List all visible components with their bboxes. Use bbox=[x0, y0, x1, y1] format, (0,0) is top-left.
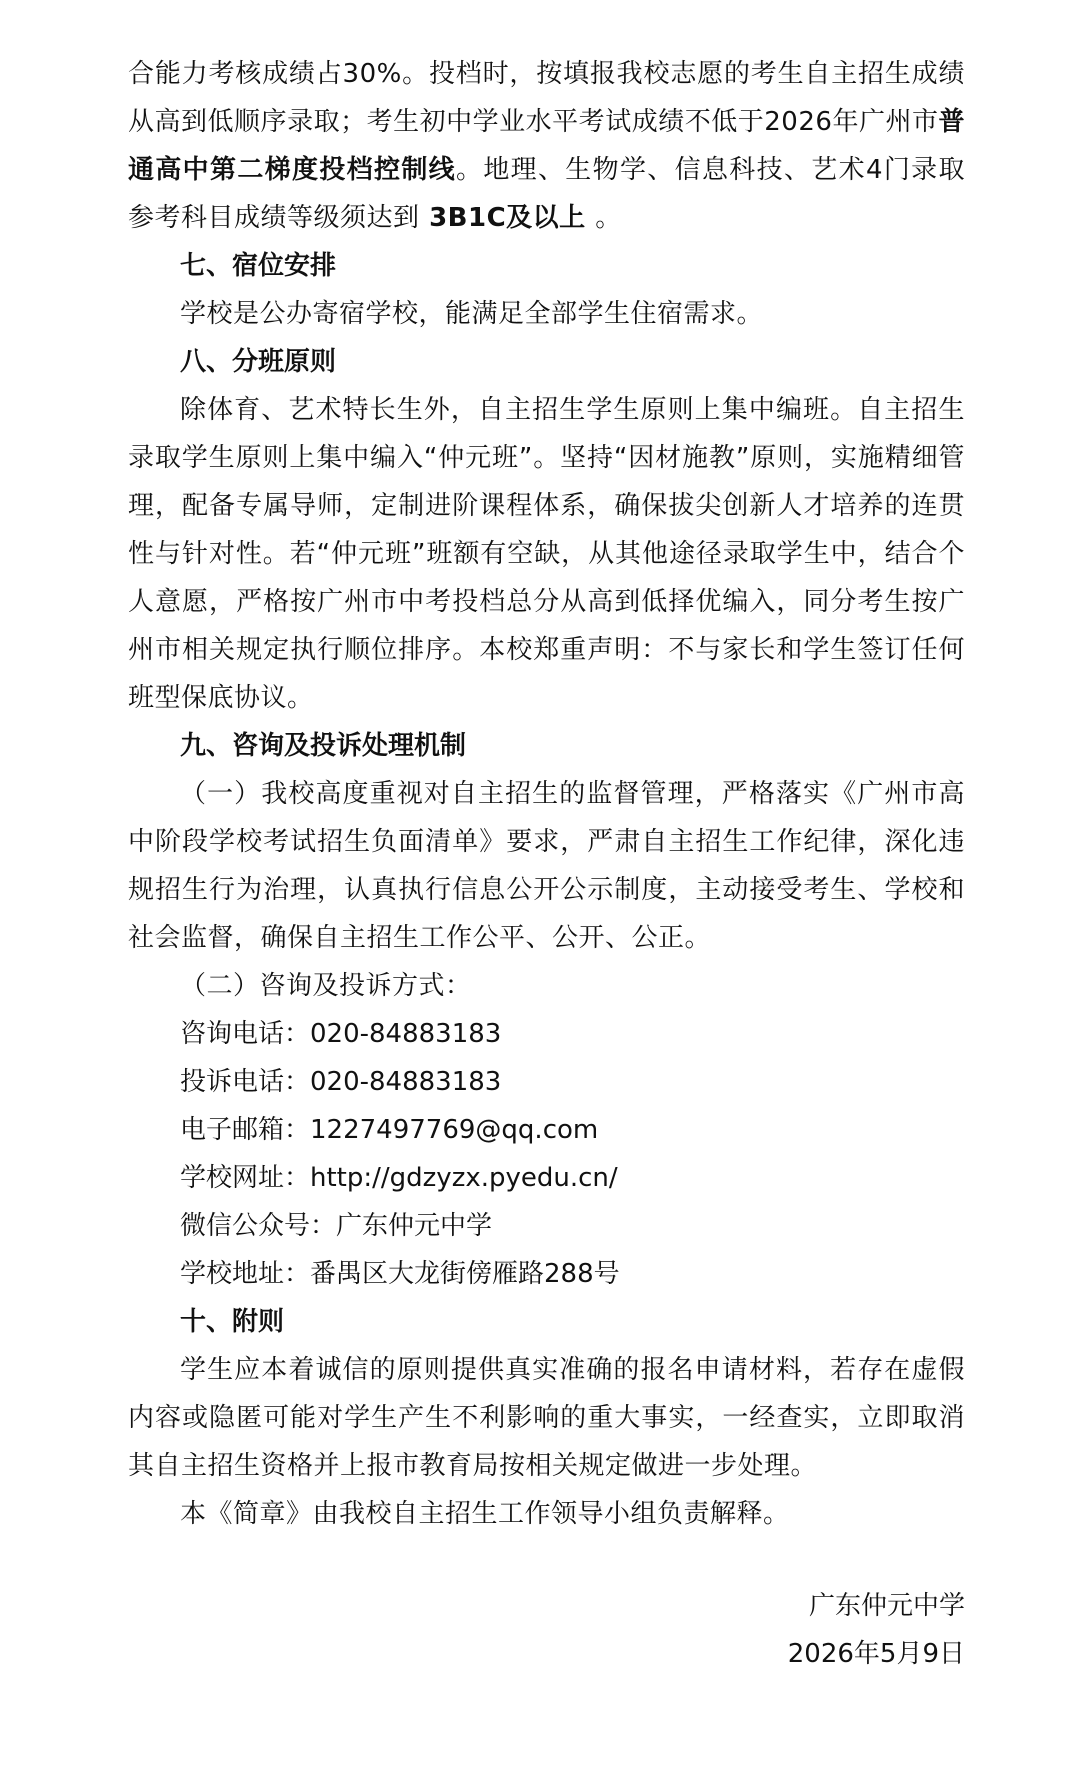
control-line-bold: 普通高中第二梯度投档控制线 bbox=[128, 107, 965, 185]
section9-paragraph-2: （二）咨询及投诉方式： bbox=[180, 971, 472, 1001]
grade-requirement-bold: 3B1C及以上 bbox=[419, 203, 596, 233]
section8-heading: 八、分班原则 bbox=[180, 347, 337, 377]
section8-paragraph: 除体育、艺术特长生外，自主招生学生原则上集中编班。自主招生录取学生原则上集中编入“仲元班”。坚持“因材施教”原则，实施精细管理，配备专属导师，定制进阶课程体系，确保拔尖创新人才培养的连贯性与针对性。若“仲元班”班额有空缺，从其他途径录取学生中，结合个人意愿，严格按广州市中考投档总分从高到低择优编入，同分考生按广州市相关规定执行顺位排序。本校郑重声明：不与家长和学生签订任何班型保底协议。 bbox=[128, 395, 965, 713]
contact-list bbox=[128, 1010, 965, 1298]
contact-website: 学校网址：http://gdzyzx.pyedu.cn/ bbox=[180, 1163, 618, 1193]
section6-continuation bbox=[128, 50, 965, 242]
contact-email: 电子邮箱：1227497769@qq.com bbox=[180, 1115, 599, 1145]
admission-text-b: 。地理、生物学、信息科技、艺术4门录取参考科目成绩等级须达到 bbox=[128, 155, 965, 233]
contact-wechat: 微信公众号：广东仲元中学 bbox=[180, 1211, 493, 1241]
admission-text-a: 合能力考核成绩占30%。投档时，按填报我校志愿的考生自主招生成绩从高到低顺序录取；考生初中学业水平考试成绩不低于2026年广州市 bbox=[128, 59, 965, 137]
contact-address: 学校地址：番禺区大龙街傍雁路288号 bbox=[180, 1259, 620, 1289]
signature-date: 2026年5月9日 bbox=[787, 1639, 965, 1669]
contact-complaint-phone: 投诉电话：020-84883183 bbox=[180, 1067, 502, 1097]
section7-paragraph: 学校是公办寄宿学校，能满足全部学生住宿需求。 bbox=[180, 299, 764, 329]
section10-paragraph-2: 本《简章》由我校自主招生工作领导小组负责解释。 bbox=[180, 1499, 790, 1529]
section10-heading: 十、附则 bbox=[180, 1307, 285, 1337]
admission-text-c: 。 bbox=[595, 203, 622, 233]
signature-org: 广东仲元中学 bbox=[808, 1591, 965, 1621]
section10-paragraph-1: 学生应本着诚信的原则提供真实准确的报名申请材料，若存在虚假内容或隐匿可能对学生产生不利影响的重大事实，一经查实，立即取消其自主招生资格并上报市教育局按相关规定做进一步处理。 bbox=[128, 1355, 965, 1481]
section9-paragraph-1: （一）我校高度重视对自主招生的监督管理，严格落实《广州市高中阶段学校考试招生负面清单》要求，严肃自主招生工作纪律，深化违规招生行为治理，认真执行信息公开公示制度，主动接受考生、学校和社会监督，确保自主招生工作公平、公开、公正。 bbox=[128, 779, 965, 953]
signature-block bbox=[128, 1582, 965, 1678]
section7-heading: 七、宿位安排 bbox=[180, 251, 337, 281]
section9-heading: 九、咨询及投诉处理机制 bbox=[180, 731, 467, 761]
contact-consult-phone: 咨询电话：020-84883183 bbox=[180, 1019, 502, 1049]
